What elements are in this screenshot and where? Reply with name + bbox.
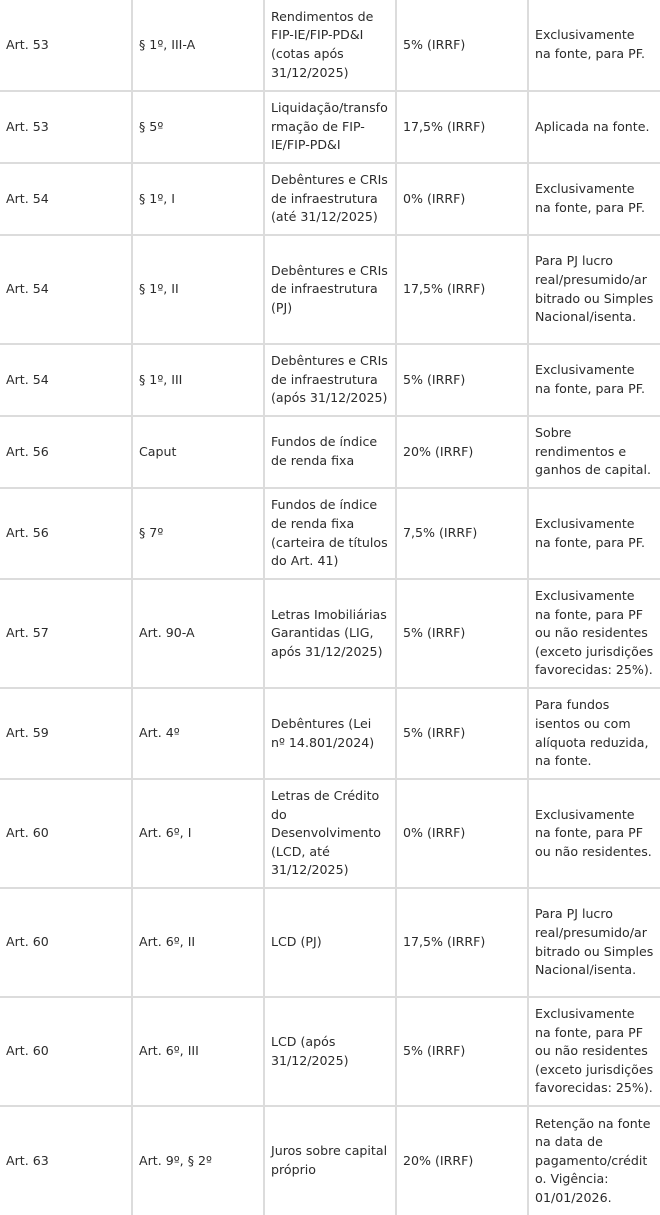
table-row — [0, 416, 660, 488]
cell-ativo: LCD (PJ) — [264, 888, 396, 997]
cell-dispositivo: § 7º — [132, 488, 264, 579]
cell-dispositivo: Art. 6º, II — [132, 888, 264, 997]
cell-aliquota: 7,5% (IRRF) — [396, 488, 528, 579]
cell-dispositivo: § 1º, I — [132, 163, 264, 235]
cell-aliquota: 0% (IRRF) — [396, 779, 528, 888]
cell-observacao: Para PJ lucro real/presumido/arbitrado ou Simples Nacional/isenta. — [528, 235, 660, 344]
cell-dispositivo: § 5º — [132, 91, 264, 163]
table-row — [0, 163, 660, 235]
table-row — [0, 235, 660, 344]
table-row — [0, 0, 660, 91]
cell-observacao: Exclusivamente na fonte, para PF. — [528, 344, 660, 416]
cell-dispositivo: § 1º, III-A — [132, 0, 264, 91]
cell-artigo: Art. 54 — [0, 235, 132, 344]
cell-artigo: Art. 57 — [0, 579, 132, 688]
cell-ativo: Letras de Crédito do Desenvolvimento (LCD, até 31/12/2025) — [264, 779, 396, 888]
table-row — [0, 779, 660, 888]
cell-aliquota: 17,5% (IRRF) — [396, 888, 528, 997]
cell-observacao: Exclusivamente na fonte, para PF. — [528, 0, 660, 91]
cell-ativo: Fundos de índice de renda fixa (carteira de títulos do Art. 41) — [264, 488, 396, 579]
cell-ativo: Debêntures (Lei nº 14.801/2024) — [264, 688, 396, 779]
table-row — [0, 344, 660, 416]
cell-aliquota: 20% (IRRF) — [396, 1106, 528, 1215]
cell-aliquota: 5% (IRRF) — [396, 997, 528, 1106]
table-row — [0, 888, 660, 997]
cell-aliquota: 17,5% (IRRF) — [396, 91, 528, 163]
cell-aliquota: 5% (IRRF) — [396, 579, 528, 688]
cell-dispositivo: § 1º, II — [132, 235, 264, 344]
cell-artigo: Art. 54 — [0, 163, 132, 235]
cell-artigo: Art. 59 — [0, 688, 132, 779]
table-row — [0, 688, 660, 779]
cell-artigo: Art. 60 — [0, 888, 132, 997]
table-row — [0, 1106, 660, 1215]
cell-observacao: Exclusivamente na fonte, para PF. — [528, 163, 660, 235]
cell-dispositivo: Art. 90-A — [132, 579, 264, 688]
cell-aliquota: 17,5% (IRRF) — [396, 235, 528, 344]
cell-observacao: Exclusivamente na fonte, para PF. — [528, 488, 660, 579]
cell-artigo: Art. 54 — [0, 344, 132, 416]
cell-observacao: Exclusivamente na fonte, para PF ou não residentes (exceto jurisdições favorecidas: 25%). — [528, 579, 660, 688]
table-row — [0, 91, 660, 163]
cell-dispositivo: Art. 4º — [132, 688, 264, 779]
cell-artigo: Art. 63 — [0, 1106, 132, 1215]
cell-ativo: LCD (após 31/12/2025) — [264, 997, 396, 1106]
cell-artigo: Art. 53 — [0, 91, 132, 163]
cell-dispositivo: Art. 9º, § 2º — [132, 1106, 264, 1215]
cell-ativo: Rendimentos de FIP-IE/FIP-PD&I (cotas após 31/12/2025) — [264, 0, 396, 91]
cell-dispositivo: § 1º, III — [132, 344, 264, 416]
cell-ativo: Debêntures e CRIs de infraestrutura (PJ) — [264, 235, 396, 344]
cell-dispositivo: Art. 6º, I — [132, 779, 264, 888]
cell-observacao: Sobre rendimentos e ganhos de capital. — [528, 416, 660, 488]
cell-artigo: Art. 60 — [0, 779, 132, 888]
cell-ativo: Liquidação/transformação de FIP-IE/FIP-PD&I — [264, 91, 396, 163]
cell-ativo: Juros sobre capital próprio — [264, 1106, 396, 1215]
cell-ativo: Debêntures e CRIs de infraestrutura (até 31/12/2025) — [264, 163, 396, 235]
cell-aliquota: 5% (IRRF) — [396, 688, 528, 779]
cell-artigo: Art. 60 — [0, 997, 132, 1106]
cell-ativo: Debêntures e CRIs de infraestrutura (após 31/12/2025) — [264, 344, 396, 416]
cell-ativo: Letras Imobiliárias Garantidas (LIG, após 31/12/2025) — [264, 579, 396, 688]
cell-dispositivo: Caput — [132, 416, 264, 488]
cell-aliquota: 5% (IRRF) — [396, 344, 528, 416]
cell-artigo: Art. 56 — [0, 488, 132, 579]
cell-artigo: Art. 56 — [0, 416, 132, 488]
cell-aliquota: 0% (IRRF) — [396, 163, 528, 235]
cell-observacao: Para fundos isentos ou com alíquota reduzida, na fonte. — [528, 688, 660, 779]
table-row — [0, 997, 660, 1106]
cell-artigo: Art. 53 — [0, 0, 132, 91]
cell-observacao: Exclusivamente na fonte, para PF ou não residentes (exceto jurisdições favorecidas: 25%). — [528, 997, 660, 1106]
cell-observacao: Exclusivamente na fonte, para PF ou não residentes. — [528, 779, 660, 888]
cell-aliquota: 5% (IRRF) — [396, 0, 528, 91]
cell-aliquota: 20% (IRRF) — [396, 416, 528, 488]
table-row — [0, 488, 660, 579]
table-row — [0, 579, 660, 688]
cell-observacao: Para PJ lucro real/presumido/arbitrado ou Simples Nacional/isenta. — [528, 888, 660, 997]
cell-observacao: Retenção na fonte na data de pagamento/crédito. Vigência: 01/01/2026. — [528, 1106, 660, 1215]
cell-observacao: Aplicada na fonte. — [528, 91, 660, 163]
cell-dispositivo: Art. 6º, III — [132, 997, 264, 1106]
cell-ativo: Fundos de índice de renda fixa — [264, 416, 396, 488]
